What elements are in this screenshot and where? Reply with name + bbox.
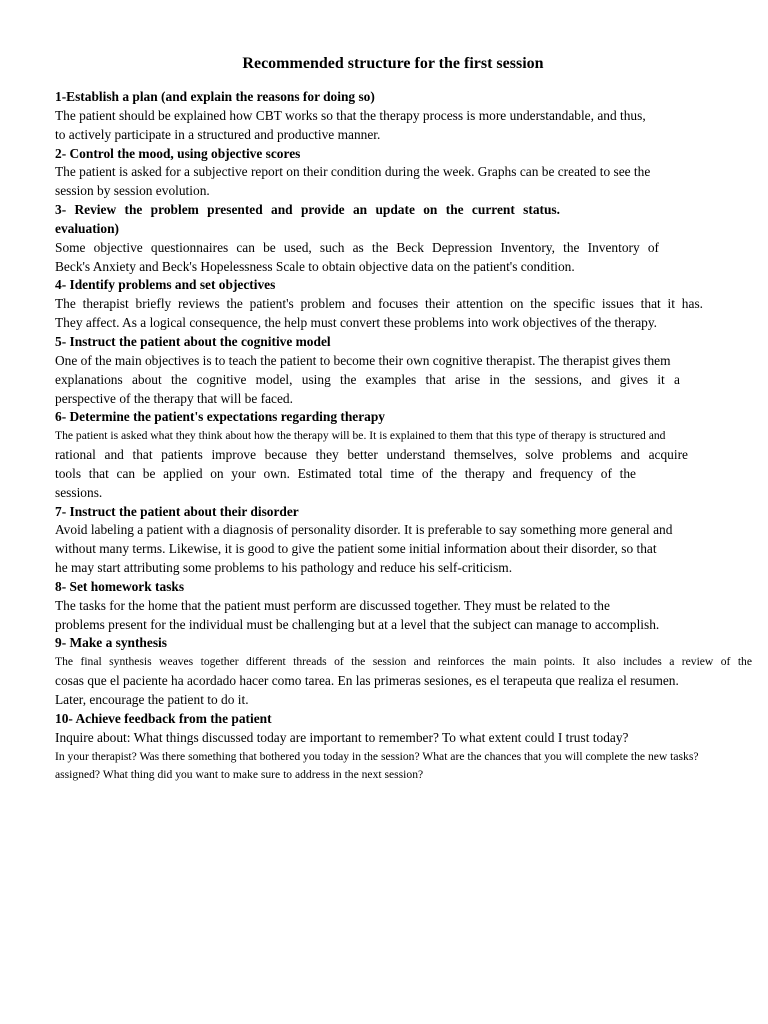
paragraph-line: explanations about the cognitive model, using the examples that arise in the sessions, and gives it a [55,371,680,387]
section-heading: 1-Establish a plan (and explain the reasons for doing so) [55,89,375,104]
paragraph-line: perspective of the therapy that will be faced. [55,390,293,406]
document-body [55,88,755,785]
section-heading: 10- Achieve feedback from the patient [55,710,272,726]
section-heading: 7- Instruct the patient about their disorder [55,503,299,519]
section-heading: 4- Identify problems and set objectives [55,277,276,293]
paragraph-line: The final synthesis weaves together different threads of the session and reinforces the main points. It also includes a review of the [55,655,752,669]
paragraph-line: The therapist briefly reviews the patient's problem and focuses their attention on the specific issues that it has. [55,296,703,312]
paragraph-line: to actively participate in a structured and productive manner. [55,126,381,142]
paragraph-line: sessions. [55,484,103,500]
paragraph-line: Beck's Anxiety and Beck's Hopelessness Scale to obtain objective data on the patient's condition. [55,258,575,274]
section-heading: 8- Set homework tasks [55,578,185,594]
paragraph-line: he may start attributing some problems to his pathology and reduce his self-criticism. [55,560,513,576]
paragraph-line: session by session evolution. [55,183,210,199]
section-heading: 2- Control the mood, using objective scores [55,145,301,161]
paragraph-line: assigned? What thing did you want to make sure to address in the next session? [55,768,424,782]
paragraph-line: One of the main objectives is to teach the patient to become their own cognitive therapist. The therapist gives them [55,352,671,368]
section-heading: 3- Review the problem presented and provide an update on the current status. [55,202,560,218]
section-heading: 9- Make a synthesis [55,635,167,651]
page-title: Recommended structure for the first session [242,55,544,72]
paragraph-line: cosas que el paciente ha acordado hacer como tarea. En las primeras sesiones, es el terapeuta que realiza el resumen. [55,673,679,689]
paragraph-line: The patient should be explained how CBT works so that the therapy process is more understandable, and thus, [55,107,646,123]
paragraph-line: Later, encourage the patient to do it. [55,692,249,707]
section-heading: 5- Instruct the patient about the cognitive model [55,333,331,349]
paragraph-line: Some objective questionnaires can be used, such as the Beck Depression Inventory, the Inventory of [55,239,659,255]
paragraph-line: problems present for the individual must be challenging but at a level that the subject can manage to accomplish. [55,616,660,632]
paragraph-line: Avoid labeling a patient with a diagnosis of personality disorder. It is preferable to say something more general and [55,522,673,538]
paragraph-line: They affect. As a logical consequence, the help must convert these problems into work objectives of the therapy. [55,315,658,331]
paragraph-line: In your therapist? Was there something that bothered you today in the session? What are the chances that you will complete the new tasks? [55,749,699,763]
paragraph-line: Inquire about: What things discussed today are important to remember? To what extent could I trust today? [55,729,629,745]
paragraph-line: tools that can be applied on your own. Estimated total time of the therapy and frequency of the [55,465,636,481]
section-heading: evaluation) [55,220,119,236]
paragraph-line: The patient is asked for a subjective report on their condition during the week. Graphs can be created to see the [55,164,651,180]
paragraph-line: without many terms. Likewise, it is good to give the patient some initial information about their disorder, so that [55,541,657,557]
section-heading: 6- Determine the patient's expectations regarding therapy [55,409,385,425]
paragraph-line: The patient is asked what they think about how the therapy will be. It is explained to them that this type of therapy is structured and [55,429,666,443]
paragraph-line: The tasks for the home that the patient must perform are discussed together. They must be related to the [55,597,610,613]
paragraph-line: rational and that patients improve because they better understand themselves, solve problems and acquire [55,447,688,463]
